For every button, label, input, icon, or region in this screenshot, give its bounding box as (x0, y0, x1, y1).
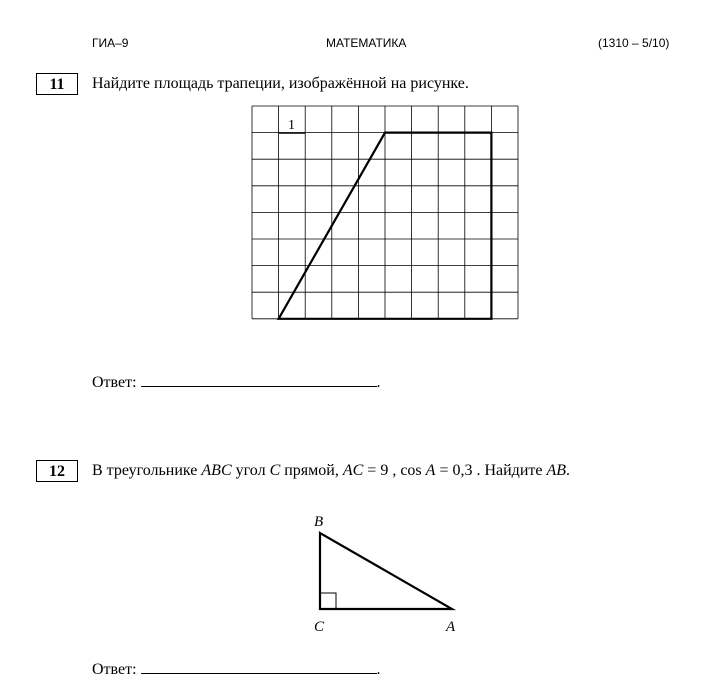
task-11-grid (252, 106, 518, 319)
answer-input-line[interactable] (141, 659, 377, 674)
text-part: . (566, 462, 571, 479)
side-ac: AC (342, 462, 364, 479)
text-part: = 0,3 . Найдите (435, 462, 547, 479)
right-angle-mark (320, 593, 336, 609)
triangle-name: ABC (201, 462, 232, 479)
angle-a: A (425, 462, 436, 479)
task-11-text: Найдите площадь трапеции, изображённой на рисунке. (92, 75, 469, 92)
task-12-figure (300, 505, 470, 640)
task-12-answer (92, 659, 381, 679)
task-11-figure (250, 104, 522, 350)
text-part: угол (231, 462, 270, 479)
right-triangle (320, 533, 452, 609)
answer-label: Ответ: (92, 661, 137, 678)
header-right: (1310 – 5/10) (598, 36, 670, 50)
side-ab: AB (546, 462, 567, 479)
vertex-c-label: C (314, 619, 325, 635)
task-12-text (92, 462, 570, 480)
answer-end: . (376, 661, 381, 678)
answer-end: . (376, 374, 381, 391)
angle-name: C (269, 462, 281, 479)
task-11-number: 11 (36, 73, 78, 95)
unit-scale-label: 1 (288, 118, 295, 133)
header-center: МАТЕМАТИКА (326, 36, 407, 50)
task-12-number: 12 (36, 460, 78, 482)
text-part: прямой, (280, 462, 343, 479)
vertex-b-label: B (314, 514, 324, 530)
answer-input-line[interactable] (141, 372, 377, 387)
text-part: = 9 , cos (363, 462, 426, 479)
answer-label: Ответ: (92, 374, 137, 391)
task-11-answer (92, 372, 381, 392)
vertex-a-label: A (446, 619, 456, 635)
header-left: ГИА–9 (92, 36, 129, 50)
text-part: В треугольнике (92, 462, 202, 479)
